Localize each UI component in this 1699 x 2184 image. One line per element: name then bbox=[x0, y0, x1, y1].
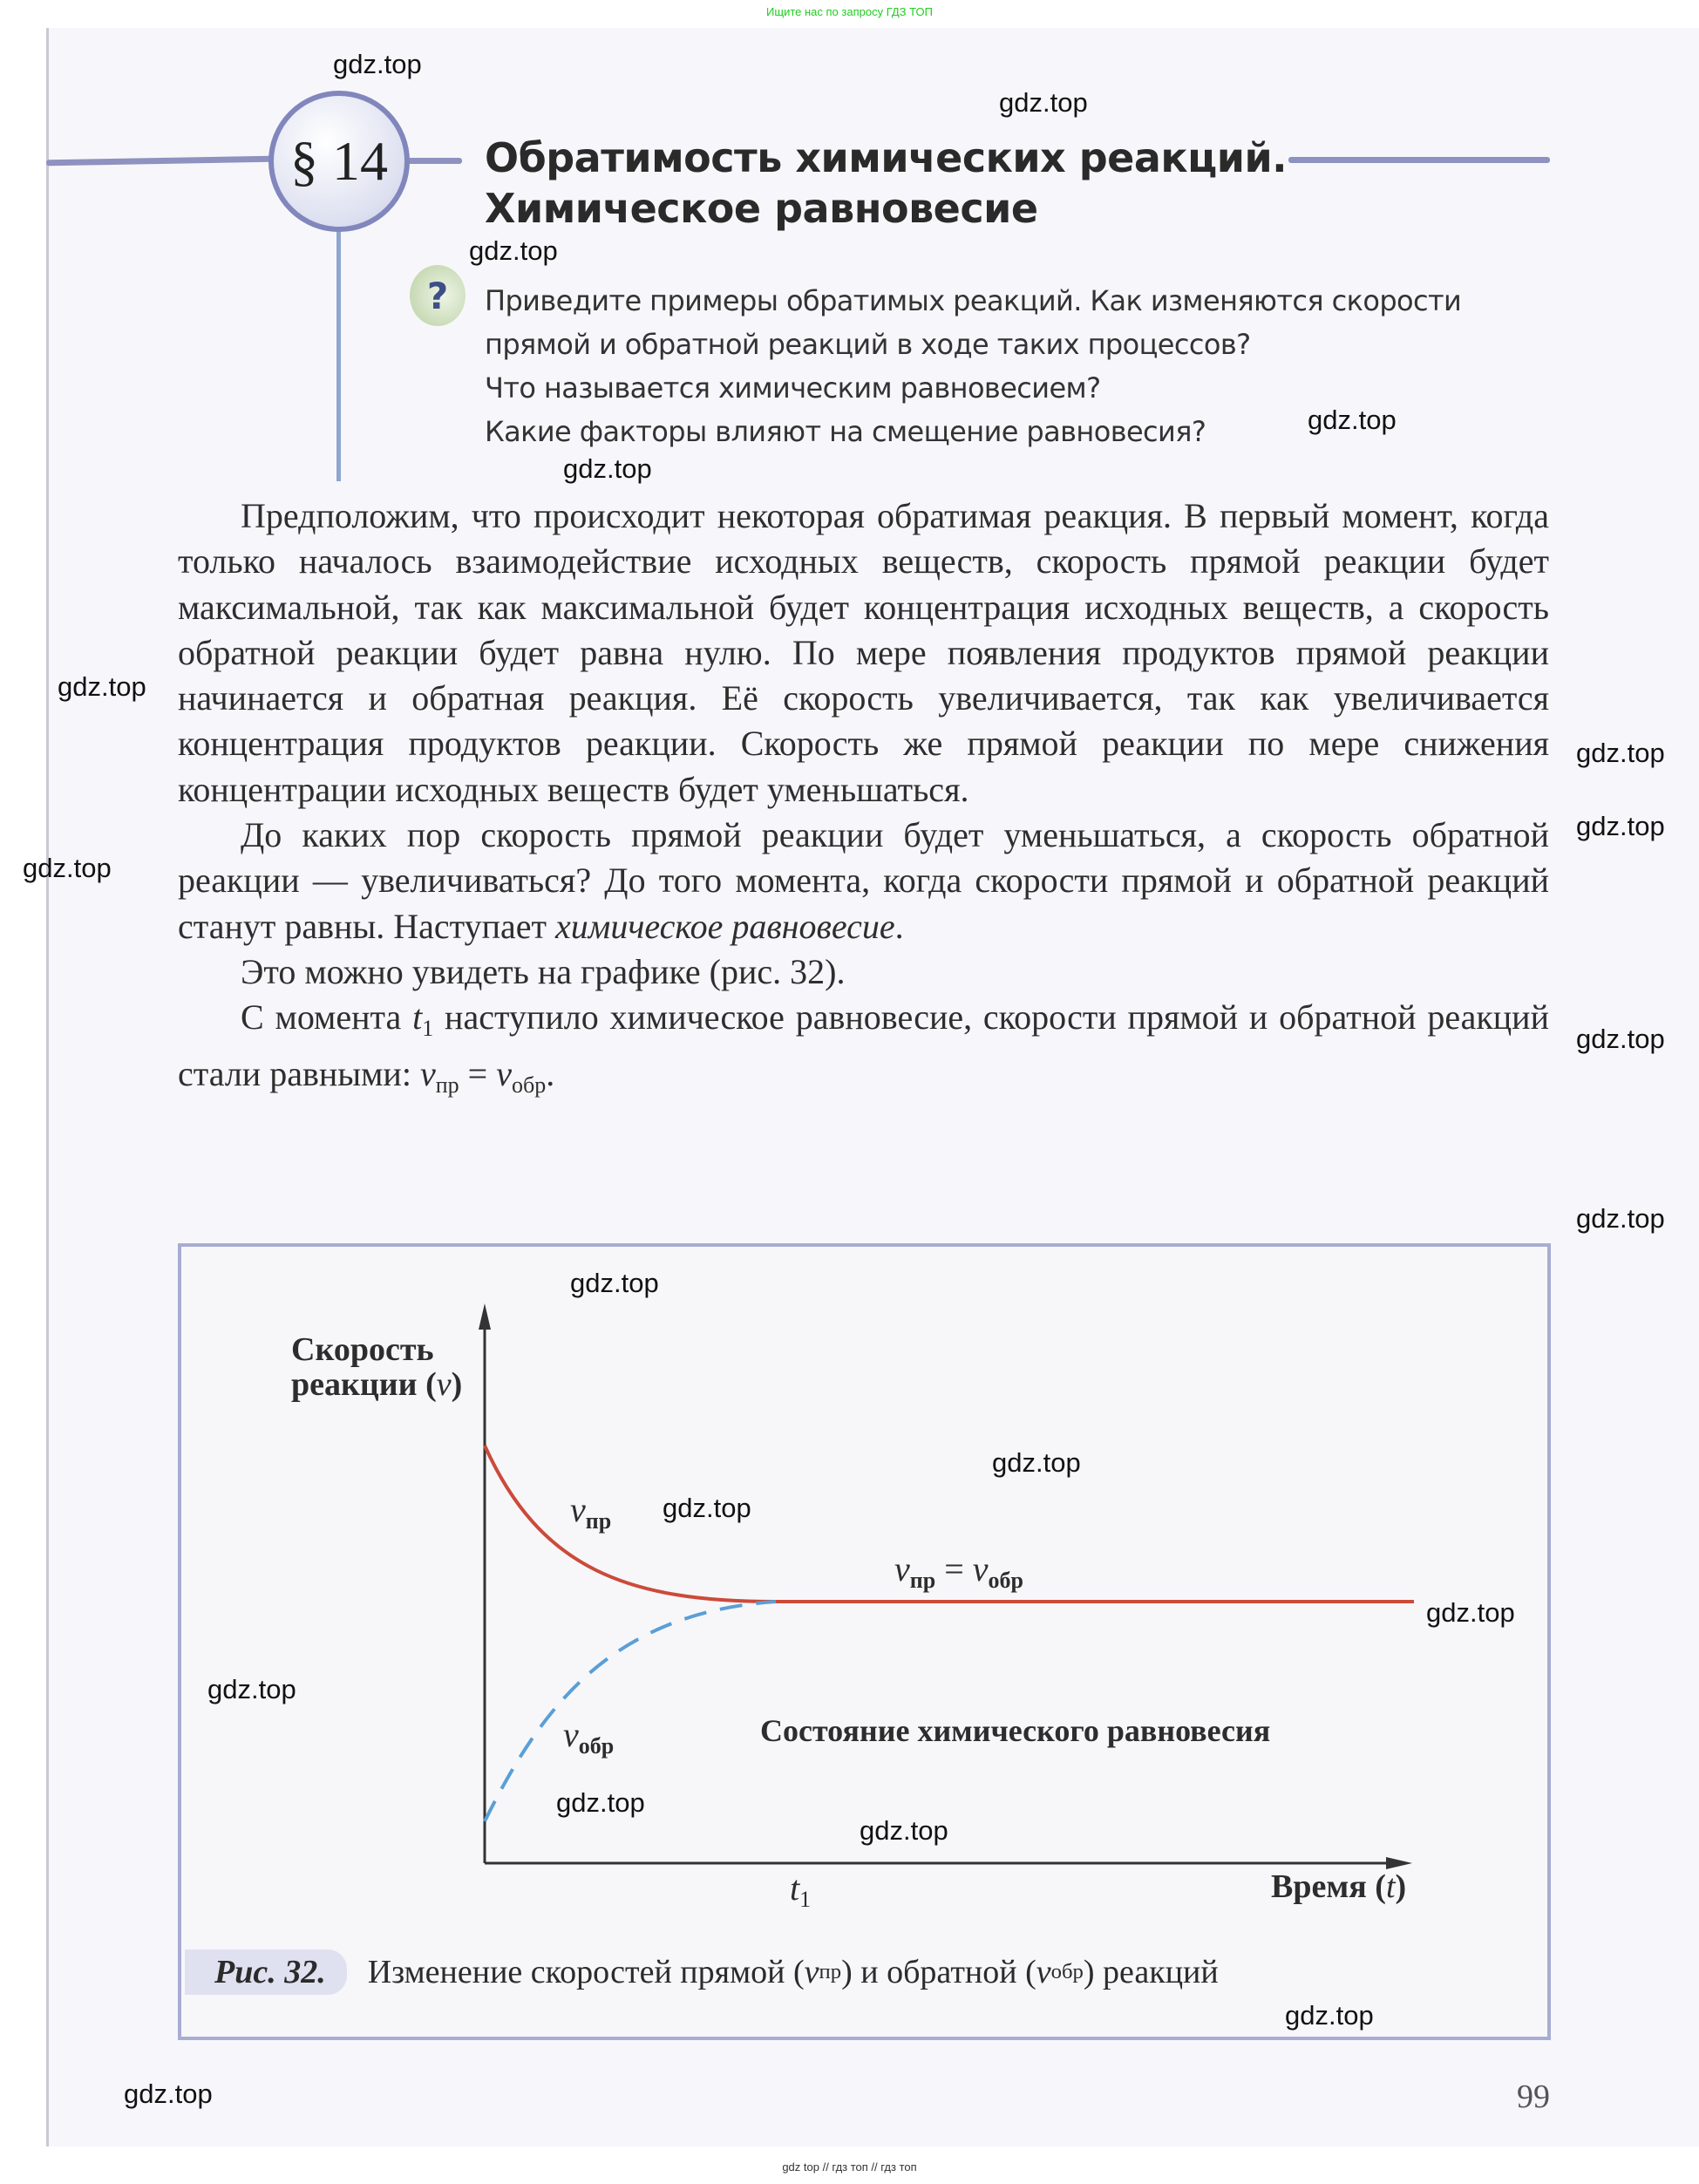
t-sub: 1 bbox=[799, 1886, 812, 1912]
paren: ) bbox=[451, 1366, 463, 1403]
caption-tag: Рис. 32. bbox=[185, 1949, 347, 1995]
caption-text: ) и обратной ( bbox=[841, 1954, 1036, 1990]
paragraph-1: Предположим, что происходит некоторая обратимая реакция. В первый момент, когда только началось взаимодействие исходных веществ, скорость прямой реакции будет максимальной, так как максимальной будет концентрация исходных веществ, а скорость обратной реакции будет равна нулю. По мере появления продуктов прямой реакции начинается и обратная реакция. Её скорость увеличивается, так как увеличивается концентрация продуктов реакции. Скорость же прямой реакции по мере снижения концентрации исходных веществ будет уменьшаться. bbox=[178, 496, 1549, 809]
p4-t-sub: 1 bbox=[422, 1016, 434, 1042]
p4-v2: v bbox=[496, 1054, 512, 1094]
watermark: gdz.top bbox=[1285, 2000, 1374, 2031]
caption-text: ) реакций bbox=[1083, 1954, 1219, 1990]
p2-end: . bbox=[894, 906, 904, 946]
sub-pr: пр bbox=[909, 1567, 936, 1593]
title-line-1: Обратимость химических реакций. bbox=[485, 134, 1288, 181]
watermark: gdz.top bbox=[563, 453, 652, 484]
p4-sub-pr: пр bbox=[435, 1072, 459, 1099]
watermark: gdz.top bbox=[999, 87, 1088, 118]
y-label-line2: реакции ( bbox=[291, 1366, 437, 1403]
p4-mid: наступило химическое равновесие, скорости прямой и обратной реакций стали равными: bbox=[178, 997, 1549, 1094]
x-label: Время ( bbox=[1271, 1868, 1386, 1905]
p4-v: v bbox=[419, 1054, 436, 1094]
watermark: gdz.top bbox=[1576, 1024, 1665, 1054]
forward-rate-label bbox=[570, 1489, 611, 1534]
watermark: gdz.top bbox=[663, 1493, 751, 1523]
section-number-badge: § 14 bbox=[268, 91, 410, 232]
paren: ) bbox=[1395, 1868, 1407, 1905]
watermark: gdz.top bbox=[124, 2079, 213, 2109]
title-line-2: Химическое равновесие bbox=[485, 185, 1038, 232]
watermark: gdz.top bbox=[992, 1447, 1081, 1478]
watermark: gdz.top bbox=[570, 1268, 659, 1298]
x-axis-label bbox=[1271, 1868, 1406, 1906]
p4-text: С момента bbox=[241, 997, 413, 1038]
v: v bbox=[894, 1549, 910, 1589]
equal-rates-label bbox=[894, 1548, 1023, 1594]
x-var: t bbox=[1385, 1868, 1396, 1905]
reverse-rate-label bbox=[563, 1714, 614, 1759]
sub-obr: обр bbox=[1050, 1960, 1084, 1983]
watermark: gdz.top bbox=[1426, 1597, 1515, 1628]
watermark: gdz.top bbox=[860, 1815, 948, 1846]
watermark: gdz.top bbox=[23, 853, 112, 883]
v: v bbox=[563, 1715, 579, 1754]
sub-obr: обр bbox=[578, 1732, 615, 1759]
t1-tick-label bbox=[790, 1868, 811, 1913]
sub-pr: пр bbox=[585, 1507, 612, 1534]
watermark: gdz.top bbox=[333, 49, 422, 79]
sub-pr: пр bbox=[819, 1960, 842, 1983]
equilibrium-state-label: Состояние химического равновесия bbox=[760, 1713, 1271, 1748]
y-label-line1: Скорость bbox=[291, 1331, 434, 1368]
y-axis-arrow bbox=[479, 1303, 491, 1330]
question-line: Что называется химическим равновесием? bbox=[485, 371, 1101, 405]
y-axis-label bbox=[291, 1332, 462, 1402]
v: v bbox=[804, 1954, 819, 1990]
page-number: 99 bbox=[1517, 2079, 1550, 2115]
p4-eq: = bbox=[459, 1054, 497, 1094]
p4-t: t bbox=[412, 997, 423, 1038]
header-note: Ищите нас по запросу ГДЗ ТОП bbox=[766, 5, 933, 18]
y-var: v bbox=[436, 1366, 452, 1403]
paragraph-3: Это можно увидеть на графике (рис. 32). bbox=[241, 951, 846, 991]
caption-text: Изменение скоростей прямой ( bbox=[367, 1954, 805, 1990]
watermark: gdz.top bbox=[1576, 1203, 1665, 1234]
p4-sub-obr: обр bbox=[511, 1072, 547, 1099]
watermark: gdz.top bbox=[1576, 811, 1665, 841]
p4-end: . bbox=[546, 1054, 555, 1094]
t: t bbox=[790, 1868, 800, 1908]
eq: = bbox=[935, 1549, 973, 1589]
watermark: gdz.top bbox=[207, 1674, 296, 1704]
question-mark-icon: ? bbox=[410, 265, 466, 326]
figure-caption bbox=[185, 1949, 1219, 1995]
v: v bbox=[1036, 1954, 1051, 1990]
v: v bbox=[972, 1549, 989, 1589]
p2-term: химическое равновесие bbox=[555, 906, 895, 946]
question-line: Приведите примеры обратимых реакций. Как изменяются скорости bbox=[485, 284, 1462, 317]
footer-note: gdz top // гдз топ // гдз топ bbox=[782, 2160, 917, 2174]
v: v bbox=[570, 1490, 586, 1529]
sub-obr: обр bbox=[988, 1567, 1024, 1593]
watermark: gdz.top bbox=[1576, 738, 1665, 768]
question-line: Какие факторы влияют на смещение равновесия? bbox=[485, 415, 1206, 448]
watermark: gdz.top bbox=[469, 235, 558, 266]
watermark: gdz.top bbox=[58, 671, 146, 702]
watermark: gdz.top bbox=[556, 1787, 645, 1818]
question-line: прямой и обратной реакций в ходе таких процессов? bbox=[485, 328, 1251, 361]
p2-text: До каких пор скорость прямой реакции будет уменьшаться, а скорость обратной реакции — увеличиваться? До того момента, когда скорости прямой и обратной реакций станут равны. Наступает bbox=[178, 815, 1549, 946]
watermark: gdz.top bbox=[1308, 405, 1397, 435]
